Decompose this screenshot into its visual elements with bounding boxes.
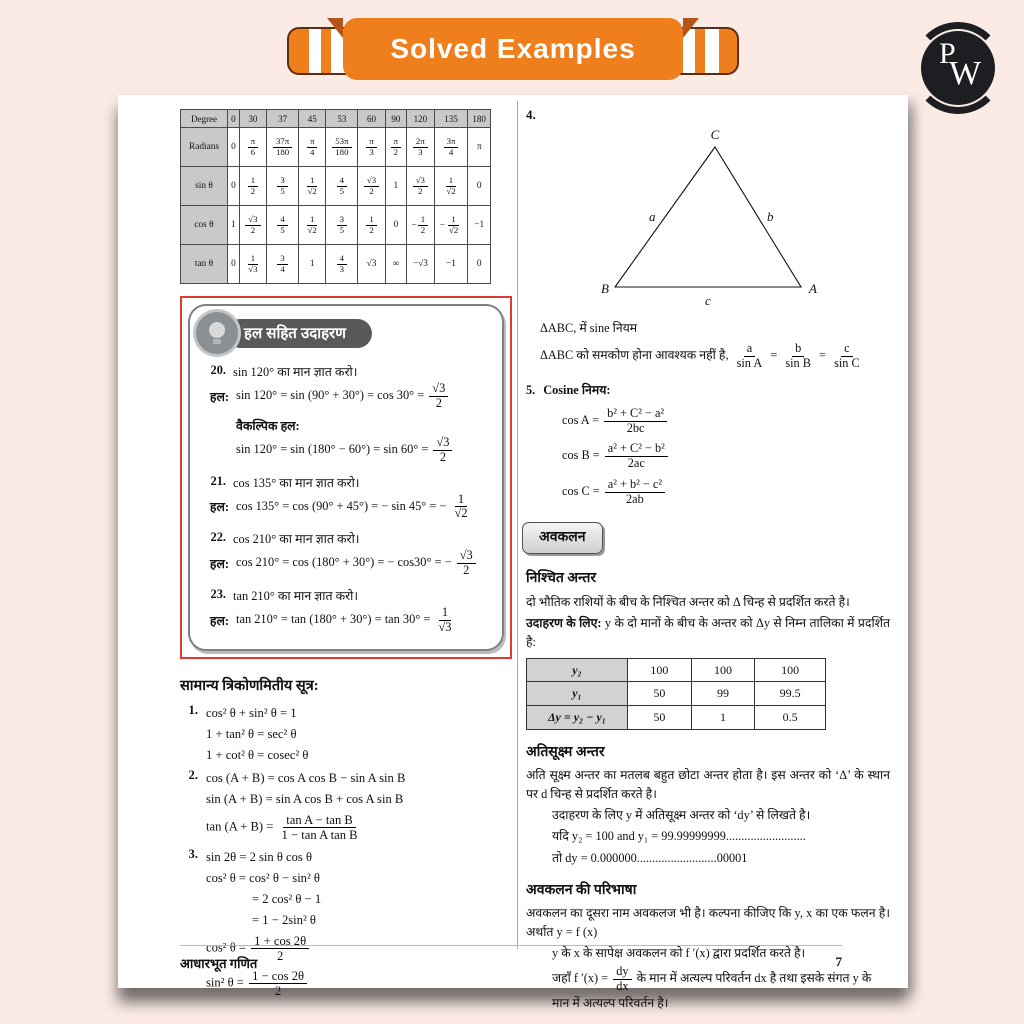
table-cell: 100 xyxy=(691,658,755,682)
example-question-text: sin 120° का मान ज्ञात करो। xyxy=(233,365,358,379)
paragraph: तो dy = 0.000000..........................00001 xyxy=(552,850,748,865)
table-cell: 0 xyxy=(468,167,491,206)
example-question-text: tan 210° का मान ज्ञात करो। xyxy=(233,589,359,604)
table-cell: 1 xyxy=(228,206,240,245)
solution-text: tan 210° = tan (180° + 30°) = tan 30° = $\frac{1}{√3}$ xyxy=(236,606,456,635)
table-cell: 99.5 xyxy=(755,682,826,706)
table-cell xyxy=(434,128,468,167)
fraction: $\frac{1}{√3}$ xyxy=(248,252,258,274)
formula-group xyxy=(180,768,512,845)
solved-examples-inner-box xyxy=(188,304,504,651)
fraction: $\frac{√3}{2}$ xyxy=(245,215,260,236)
formula-group-number: 1. xyxy=(188,702,198,717)
sine-rule-formula: ΔABC को समकोण होना आवश्यक नहीं है, $\frac{a}{\text{sin A}}$ = $\frac{b}{\text{sin B}}$ = $\frac{c}{\text{sin C}}$ xyxy=(540,342,890,371)
table-cell: 180 xyxy=(468,110,491,128)
table-cell: 1 xyxy=(691,706,755,730)
fraction: $\frac{1 + \cos 2\theta}{2}$ xyxy=(251,934,309,963)
table-cell xyxy=(239,128,266,167)
fraction: $\frac{√3}{2}$ xyxy=(433,436,452,465)
fraction: $\frac{1}{√2}$ xyxy=(454,491,468,521)
triangle-diagram xyxy=(526,127,890,313)
triangle-vertex-b: B xyxy=(601,281,609,297)
row-label-cell: tan θ xyxy=(181,245,228,284)
general-formulas-heading: सामान्य त्रिकोणमितीय सूत्र: xyxy=(180,677,319,694)
table-cell: 1 xyxy=(299,245,326,284)
fraction: $\frac{4}{3}$ xyxy=(337,254,347,275)
example-question xyxy=(204,587,494,604)
formula-line: cos (A + B) = cos A cos B − sin A sin B xyxy=(206,770,406,785)
fraction: $\frac{3}{5}$ xyxy=(337,215,347,236)
pw-logo-letter-p: P xyxy=(939,37,956,70)
formula-line: cos² θ = $\frac{1 + \cos 2\theta}{2}$ xyxy=(206,934,321,963)
example-question xyxy=(204,474,494,491)
formula-line: cos C = $\frac{\text{a² + b² − c²}}{2ab}$ xyxy=(562,478,890,507)
solution-text: sin 120° = sin (90° + 30°) = cos 30° = $\frac{√3}{2}$ xyxy=(236,382,450,411)
table-cell: 53 xyxy=(326,110,358,128)
example-solution xyxy=(200,606,494,635)
paragraph: दो भौतिक राशियों के बीच के निश्चित अन्तर को Δ चिन्ह से प्रदर्शित करते है। xyxy=(526,594,850,609)
table-cell: 120 xyxy=(406,110,434,128)
formula-group-number: 3. xyxy=(188,847,198,862)
fraction: $\frac{dy}{dx}$ xyxy=(613,965,631,994)
table-cell xyxy=(358,206,385,245)
paragraph: यदि y₂ = 100 and y₁ = 99.99999999.......................... xyxy=(552,829,806,844)
fraction: $\frac{\pi}{4}$ xyxy=(307,137,317,158)
paragraph: अति सूक्ष्म अन्तर का मतलब बहुत छोटा अन्तर होता है। इस अन्तर को ‘Δ’ के स्थान पर d चिन्ह से प्रदर्शित करते है। xyxy=(526,768,890,802)
fraction: $\frac{1}{√3}$ xyxy=(438,605,452,635)
table-cell xyxy=(358,167,385,206)
fraction: $\frac{\pi}{2}$ xyxy=(391,137,401,158)
formula-lines xyxy=(206,703,308,766)
fraction: $\frac{\text{a² + b² − c²}}{2ab}$ xyxy=(605,478,665,507)
table-row xyxy=(181,167,491,206)
table-row xyxy=(181,110,491,128)
table-cell: 1 xyxy=(385,167,406,206)
solved-examples-header xyxy=(196,312,494,354)
fraction: $\frac{4}{5}$ xyxy=(277,215,287,236)
right-column xyxy=(526,105,890,1015)
fraction: $\frac{√3}{2}$ xyxy=(429,382,448,411)
table-cell xyxy=(267,167,299,206)
table-cell xyxy=(267,206,299,245)
cosine-rule-title: Cosine निमय: xyxy=(543,382,611,397)
formula-line: sin² θ = $\frac{1 - \cos 2\theta}{2}$ xyxy=(206,969,321,998)
row-label-cell: y₁ xyxy=(527,682,628,706)
paragraph: उदाहरण के लिए y में अतिसूक्ष्म अन्तर को ‘dy’ से लिखते है। xyxy=(552,808,811,823)
table-cell xyxy=(239,167,266,206)
solved-examples-banner xyxy=(287,16,739,82)
table-cell: ∞ xyxy=(385,245,406,284)
solution-label: हल: xyxy=(209,614,229,629)
table-cell xyxy=(299,206,326,245)
table-cell xyxy=(299,167,326,206)
formula-line: cos² θ + sin² θ = 1 xyxy=(206,705,297,720)
paragraph xyxy=(526,614,890,652)
sine-rule-caption: ΔABC, में sine नियम xyxy=(540,321,638,336)
definite-difference-paragraphs xyxy=(526,593,890,652)
table-cell: −√3 xyxy=(406,245,434,284)
table-cell: 45 xyxy=(299,110,326,128)
table-cell xyxy=(385,128,406,167)
table-cell: 0 xyxy=(385,206,406,245)
fraction: $\frac{1}{2}$ xyxy=(248,176,258,197)
fraction: $\frac{1 - \cos 2\theta}{2}$ xyxy=(249,969,307,998)
table-cell: 0 xyxy=(228,245,240,284)
table-cell xyxy=(406,128,434,167)
table-cell: 100 xyxy=(628,658,692,682)
table-row xyxy=(527,706,826,730)
table-cell xyxy=(239,206,266,245)
table-cell xyxy=(406,167,434,206)
table-row xyxy=(527,658,826,682)
formula-line: sin (A + B) = sin A cos B + cos A sin B xyxy=(206,791,404,806)
formula-group xyxy=(180,703,512,766)
fraction: $\frac{1}{√2}$ xyxy=(307,213,317,235)
table-cell xyxy=(326,128,358,167)
left-column xyxy=(180,109,512,1003)
fraction: $\frac{37\pi}{180}$ xyxy=(273,137,292,158)
table-cell: −1 xyxy=(468,206,491,245)
table-cell xyxy=(299,128,326,167)
row-label-cell: Radians xyxy=(181,128,228,167)
table-cell: 60 xyxy=(358,110,385,128)
table-cell xyxy=(326,245,358,284)
table-cell: − $\frac{1}{√2}$ xyxy=(434,206,468,245)
formula-line: cos A = $\frac{\text{b² + C² − a²}}{2bc}$ xyxy=(562,407,890,436)
definite-difference-heading: निश्चित अन्तर xyxy=(526,571,597,587)
table-cell: 50 xyxy=(628,682,692,706)
banner-ribbon-body xyxy=(343,18,683,80)
table-cell: −1 xyxy=(434,245,468,284)
book-title: आधारभूत गणित xyxy=(180,956,258,971)
paragraph: जहाँ f ′(x) = $\frac{dy}{dx}$ के मान में अत्यल्प परिवर्तन dx है तथा इसके संगत y के मान में अत्यल्प परिवर्तन है। xyxy=(552,964,872,1010)
table-cell: − $\frac{1}{2}$ xyxy=(406,206,434,245)
example-number: 22. xyxy=(210,530,226,545)
formula-group-number: 2. xyxy=(188,767,198,782)
paragraph-text: y के दो मानों के बीच के अन्तर को Δy से निम्न तालिका में प्रदर्शित है: xyxy=(526,615,890,649)
table-cell: 0 xyxy=(468,245,491,284)
table-cell xyxy=(267,128,299,167)
pw-logo-disc xyxy=(921,31,995,105)
table-row xyxy=(181,245,491,284)
table-cell: 37 xyxy=(267,110,299,128)
infinitesimal-difference-heading: अतिसूक्ष्म अन्तर xyxy=(526,744,605,760)
example-number: 20. xyxy=(210,363,226,377)
formula-line: = 2 cos² θ − 1 xyxy=(252,892,322,907)
banner-title: Solved Examples xyxy=(390,33,636,64)
fraction: $\frac{1}{√2}$ xyxy=(449,213,459,235)
table-cell: 90 xyxy=(385,110,406,128)
formula-lines xyxy=(206,847,321,1001)
row-label-cell: Degree xyxy=(181,110,228,128)
formula-group xyxy=(180,847,512,1001)
avkalan-section-badge: अवकलन xyxy=(522,522,603,554)
column-divider xyxy=(517,101,518,949)
solved-examples-box xyxy=(180,296,512,659)
fraction: $\frac{√3}{2}$ xyxy=(364,176,379,197)
table-row xyxy=(181,206,491,245)
formula-line: cos² θ = cos² θ − sin² θ xyxy=(206,871,320,886)
fraction: $\frac{1}{√2}$ xyxy=(307,174,317,196)
table-cell xyxy=(434,167,468,206)
paragraph: y के x के सापेक्ष अवकलन को f ′(x) द्वारा प्रदर्शित करते है। xyxy=(552,946,806,961)
alternate-solution-label: वैकल्पिक हल: xyxy=(236,418,300,433)
book-page xyxy=(118,95,908,1010)
infinitesimal-paragraphs xyxy=(526,766,890,867)
fraction: $\frac{3}{5}$ xyxy=(277,176,287,197)
triangle-side-b: b xyxy=(767,209,774,225)
fraction: $\frac{√3}{2}$ xyxy=(457,549,476,578)
table-cell: 0 xyxy=(228,167,240,206)
example-number: 21. xyxy=(210,473,226,488)
fraction: $\frac{\pi}{3}$ xyxy=(366,137,376,158)
table-cell xyxy=(239,245,266,284)
fraction: $\frac{53\pi}{180}$ xyxy=(332,137,351,158)
paragraph: अवकलन का दूसरा नाम अवकलज भी है। कल्पना कीजिए कि y, x का एक फलन है। अर्थात y = f (x) xyxy=(526,906,890,940)
table-cell: 135 xyxy=(434,110,468,128)
formula-line: sin 2θ = 2 sin θ cos θ xyxy=(206,850,313,865)
row-label-cell: Δy = y₂ − y₁ xyxy=(527,706,628,730)
solution-text: cos 135° = cos (90° + 45°) = − sin 45° = − $\frac{1}{√2}$ xyxy=(236,493,473,522)
fraction: $\frac{\pi}{6}$ xyxy=(248,137,258,158)
fraction: $\frac{b}{\text{sin B}}$ xyxy=(785,341,811,370)
fraction: $\frac{\text{a² + C² − b²}}{2ac}$ xyxy=(605,442,668,471)
sine-item-number: 4. xyxy=(526,107,536,122)
page-footer xyxy=(180,945,842,972)
fraction: $\frac{√3}{2}$ xyxy=(413,176,428,197)
alternate-solution-text: sin 120° = sin (180° − 60°) = sin 60° = $\frac{√3}{2}$ xyxy=(236,436,494,465)
delta-y-table xyxy=(526,658,826,730)
formula-line: = 1 − 2sin² θ xyxy=(252,913,316,928)
formula-line: 1 + tan² θ = sec² θ xyxy=(206,726,297,741)
example-solution xyxy=(200,493,494,522)
formula-line: 1 + cot² θ = cosec² θ xyxy=(206,747,309,762)
lightbulb-icon xyxy=(196,312,238,354)
cosine-rule-title-row xyxy=(526,381,890,400)
pw-logo xyxy=(912,22,1004,114)
fraction: $\frac{a}{\text{sin A}}$ xyxy=(736,341,763,370)
pw-logo-letter-w: W xyxy=(949,55,982,92)
example-question-text: cos 135° का मान ज्ञात करो। xyxy=(233,475,360,490)
table-cell: 99 xyxy=(691,682,755,706)
example-question xyxy=(204,530,494,547)
example-number: 23. xyxy=(210,587,226,602)
solution-text: cos 210° = cos (180° + 30°) = − cos30° = − $\frac{√3}{2}$ xyxy=(236,549,478,578)
table-cell: 0.5 xyxy=(755,706,826,730)
fraction: $\frac{3\pi}{4}$ xyxy=(444,137,459,158)
formula-line: cos B = $\frac{\text{a² + C² − b²}}{2ac}$ xyxy=(562,442,890,471)
cosine-rule-formulas xyxy=(526,407,890,507)
triangle-side-c: c xyxy=(705,293,711,309)
fraction: $\frac{c}{\text{sin C}}$ xyxy=(834,341,860,370)
example-question-text: cos 210° का मान ज्ञात करो। xyxy=(233,532,360,547)
triangle-side-a: a xyxy=(649,209,656,225)
fraction: $\frac{4}{5}$ xyxy=(337,176,347,197)
fraction: $\frac{2\pi}{3}$ xyxy=(413,137,428,158)
table-cell xyxy=(326,167,358,206)
table-row xyxy=(527,682,826,706)
example-solution xyxy=(200,382,494,411)
row-label-cell: cos θ xyxy=(181,206,228,245)
row-label-cell: y₂ xyxy=(527,658,628,682)
solved-examples-header-label: हल सहित उदाहरण xyxy=(226,319,372,348)
solution-label: हल: xyxy=(209,500,229,515)
table-cell xyxy=(326,206,358,245)
row-label-cell: sin θ xyxy=(181,167,228,206)
table-cell: 30 xyxy=(239,110,266,128)
page-number: 7 xyxy=(835,954,842,969)
triangle-vertex-a: A xyxy=(809,281,817,297)
solved-examples-list xyxy=(200,363,494,635)
example-question xyxy=(204,363,494,380)
fraction: $\frac{3}{4}$ xyxy=(277,254,287,275)
triangle-vertex-c: C xyxy=(710,127,720,143)
table-cell xyxy=(358,128,385,167)
fraction: $\frac{1}{2}$ xyxy=(366,215,376,236)
cosine-item-number: 5. xyxy=(526,382,536,397)
solution-label: हल: xyxy=(209,557,229,572)
formula-lines xyxy=(206,768,405,845)
trig-values-table xyxy=(180,109,491,284)
fraction: $\frac{1}{√2}$ xyxy=(446,174,456,196)
fraction: $\frac{\text{b² + C² − a²}}{2bc}$ xyxy=(604,407,667,436)
table-cell: 100 xyxy=(755,658,826,682)
fraction: $\frac{\text{tan A − tan B}}{\text{1 − tan A tan B}}$ xyxy=(281,812,358,842)
formula-line: tan (A + B) = $\frac{\text{tan A − tan B}}{\text{1 − tan A tan B}}$ xyxy=(206,813,405,842)
table-cell: π xyxy=(468,128,491,167)
fraction: $\frac{1}{2}$ xyxy=(418,215,428,236)
paragraph-lead: उदाहरण के लिए: xyxy=(526,615,605,630)
table-cell xyxy=(267,245,299,284)
table-cell: 50 xyxy=(628,706,692,730)
example-solution xyxy=(200,549,494,578)
table-row xyxy=(181,128,491,167)
differentiation-definition-heading: अवकलन की परिभाषा xyxy=(526,882,637,898)
table-cell: 0 xyxy=(228,110,240,128)
solution-label: हल: xyxy=(209,389,229,404)
table-cell: √3 xyxy=(358,245,385,284)
table-cell: 0 xyxy=(228,128,240,167)
